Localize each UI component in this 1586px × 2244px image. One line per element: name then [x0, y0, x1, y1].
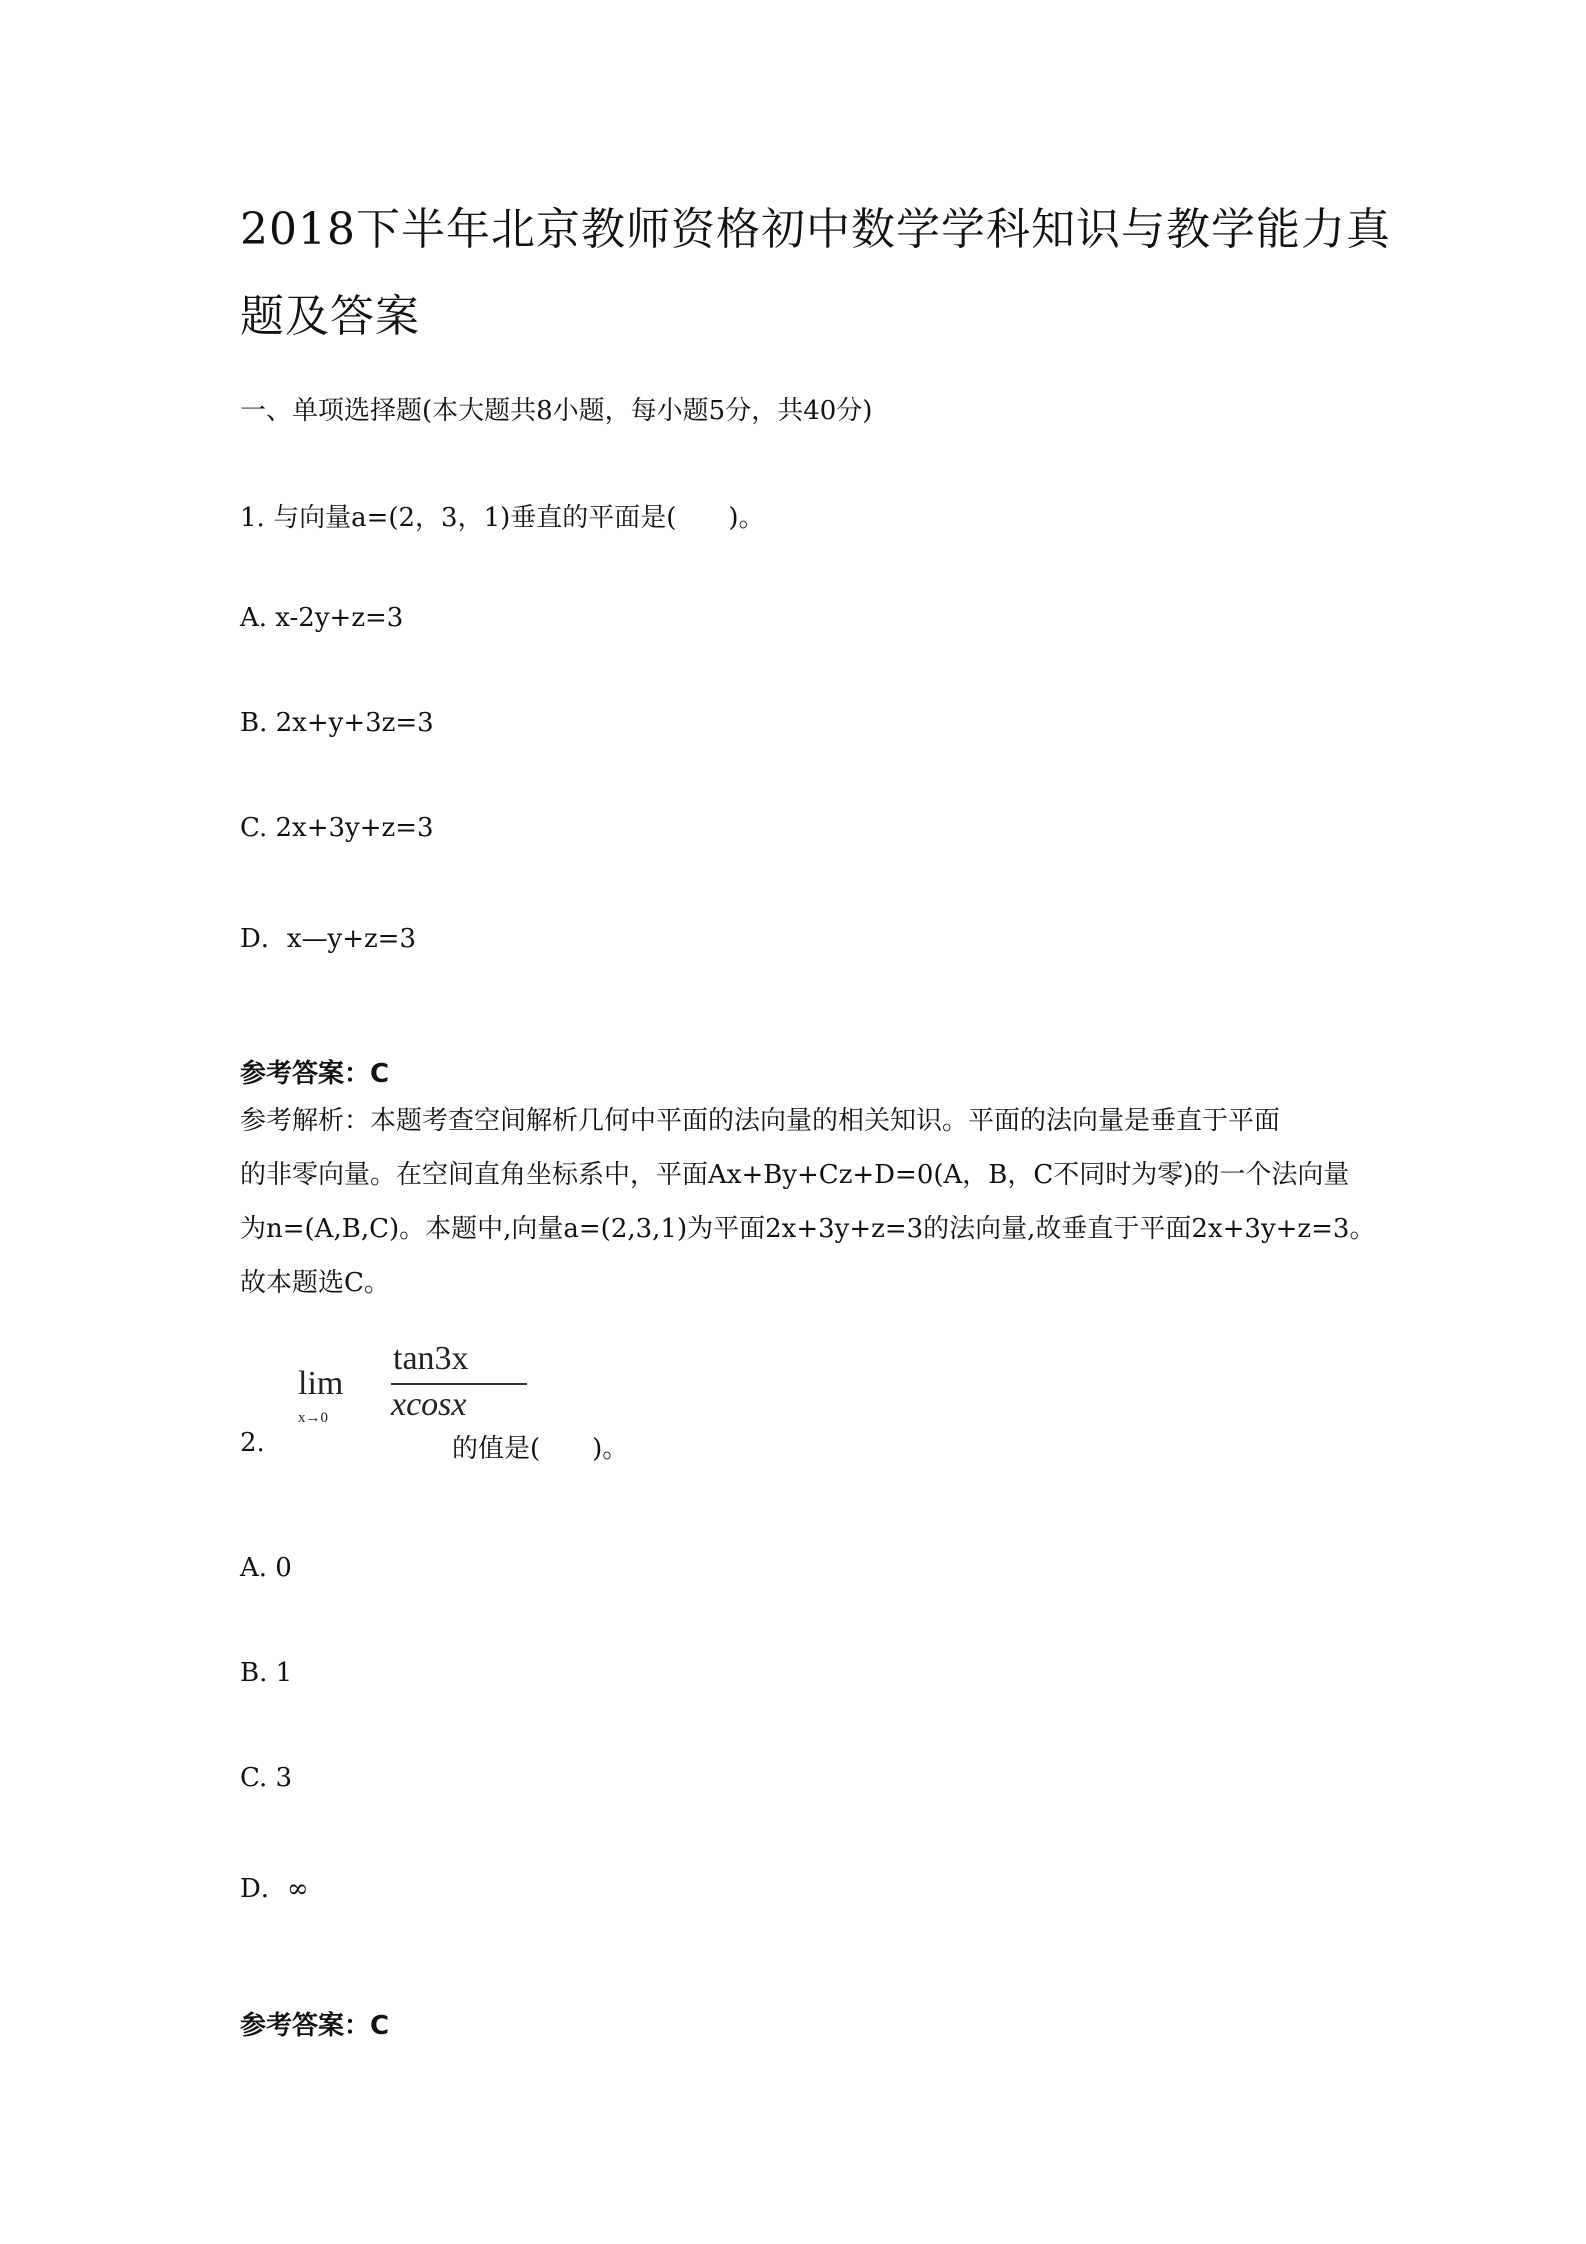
document-title-line-1: 2018下半年北京教师资格初中数学学科知识与教学能力真	[240, 204, 1391, 255]
question-2-option-d: D．∞	[240, 1874, 309, 1904]
question-2-answer: 参考答案：C	[240, 2011, 390, 2041]
fraction-bar	[391, 1383, 527, 1385]
question-2-option-a: A. 0	[240, 1553, 292, 1583]
explanation-line: 的非零向量。在空间直角坐标系中，平面Ax+By+Cz+D=0(A，B，C不同时为零)的一个法向量	[240, 1160, 1350, 1190]
explanation-line: 参考解析：本题考查空间解析几何中平面的法向量的相关知识。平面的法向量是垂直于平面	[240, 1106, 1281, 1136]
question-1-option-d: D．x—y+z=3	[240, 924, 417, 954]
formula-numerator: tan3x	[393, 1340, 469, 1377]
question-1-option-a: A. x-2y+z=3	[240, 603, 404, 633]
explanation-line: 为n=(A,B,C)。本题中,向量a=(2,3,1)为平面2x+3y+z=3的法向量,故垂直于平面2x+3y+z=3。	[240, 1214, 1376, 1244]
explanation-line: 故本题选C。	[240, 1268, 390, 1298]
formula-subscript: x→0	[298, 1410, 328, 1426]
question-1-option-c: C. 2x+3y+z=3	[240, 813, 434, 843]
question-2-option-b: B. 1	[240, 1658, 293, 1688]
limit-formula-image	[298, 1340, 538, 1440]
formula-denominator: xcosx	[391, 1386, 467, 1423]
question-1-option-b: B. 2x+y+3z=3	[240, 708, 434, 738]
question-1-answer: 参考答案：C	[240, 1059, 390, 1089]
question-2-number: 2.	[240, 1428, 265, 1458]
document-title-line-2: 题及答案	[240, 291, 420, 342]
formula-lim: lim	[298, 1365, 344, 1402]
question-2-stem-suffix: 的值是( )。	[452, 1434, 629, 1464]
question-1-stem: 1. 与向量a=(2，3，1)垂直的平面是( )。	[240, 503, 765, 533]
question-2-option-c: C. 3	[240, 1763, 293, 1793]
question-1-explanation	[240, 1094, 1376, 1310]
section-heading: 一、单项选择题(本大题共8小题，每小题5分，共40分)	[240, 396, 873, 426]
